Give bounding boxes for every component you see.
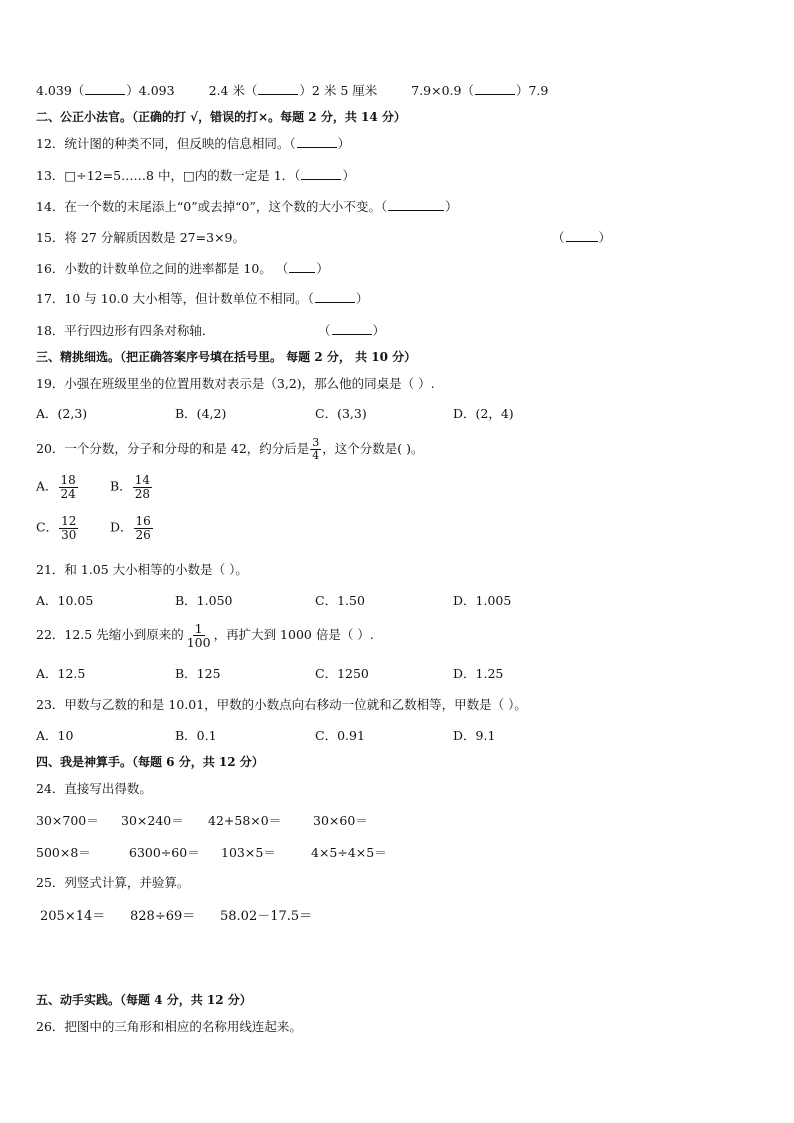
calc-item: 30×700＝	[36, 813, 99, 828]
fraction: $\frac{18}{24}$	[60, 473, 76, 501]
question-17: 17．10 与 10.0 大小相等，但计数单位不相同。（ ）	[36, 291, 369, 306]
question-15: 15．将 27 分解质因数是 27=3×9。	[36, 230, 245, 245]
q20-option-b[interactable]: B． $\frac{14}{28}$	[110, 473, 150, 501]
q23-option-c[interactable]: C．0.91	[315, 728, 365, 743]
compare-a-right: ）4.093	[126, 83, 175, 98]
fraction: $\frac{3}{4}$	[312, 436, 320, 462]
question-12: 12．统计图的种类不同，但反映的信息相同。（ ）	[36, 136, 351, 151]
fraction: $\frac{1}{100}$	[186, 620, 211, 650]
q22-option-c[interactable]: C．1250	[315, 666, 369, 681]
q21-option-a[interactable]: A．10.05	[36, 593, 94, 608]
answer-blank[interactable]	[566, 229, 598, 242]
section-heading-3: 三、精挑细选。（把正确答案序号填在括号里。 每题 2 分， 共 10 分）	[36, 350, 417, 364]
vertical-calc-item: 205×14＝	[40, 909, 106, 924]
fraction: $\frac{16}{26}$	[135, 514, 151, 542]
answer-blank[interactable]	[258, 82, 298, 95]
question-14: 14．在一个数的末尾添上“0”或去掉“0”，这个数的大小不变。（ ）	[36, 199, 458, 214]
q19-option-c[interactable]: C．(3,3)	[315, 406, 367, 421]
q23-option-d[interactable]: D．9.1	[453, 728, 496, 743]
question-18-paren: （ ）	[318, 323, 386, 338]
fraction: $\frac{14}{28}$	[134, 473, 150, 501]
answer-blank[interactable]	[475, 82, 515, 95]
compare-row	[36, 82, 548, 100]
q20-option-c[interactable]: C． $\frac{12}{30}$	[36, 514, 77, 542]
question-16: 16．小数的计数单位之间的进率都是 10。 （ ）	[36, 261, 329, 276]
question-21: 21．和 1.05 大小相等的小数是（ ）。	[36, 562, 248, 577]
compare-b-left: 2.4 米（	[208, 83, 258, 98]
q22-option-b[interactable]: B．125	[175, 666, 221, 681]
section-heading-4: 四、我是神算手。（每题 6 分，共 12 分）	[36, 755, 264, 769]
question-22: 22．12.5 先缩小到原来的 $\frac{1}{100}$ ，再扩大到 1000 倍是（ ）.	[36, 620, 374, 650]
question-13: 13．□÷12=5……8 中，□内的数一定是 1．（ ）	[36, 168, 355, 183]
q22-option-a[interactable]: A．12.5	[36, 666, 86, 681]
q21-option-b[interactable]: B．1.050	[175, 593, 233, 608]
calc-item: 42+58×0＝	[208, 813, 282, 828]
question-26: 26．把图中的三角形和相应的名称用线连起来。	[36, 1019, 302, 1034]
answer-blank[interactable]	[388, 198, 444, 211]
q19-option-a[interactable]: A．(2,3)	[36, 406, 88, 421]
answer-blank[interactable]	[315, 290, 355, 303]
fraction: $\frac{12}{30}$	[61, 514, 77, 542]
answer-blank[interactable]	[85, 82, 125, 95]
section-heading-5: 五、动手实践。（每题 4 分，共 12 分）	[36, 993, 252, 1007]
q21-option-c[interactable]: C．1.50	[315, 593, 365, 608]
calc-item: 30×240＝	[121, 813, 184, 828]
q20-option-a[interactable]: A． $\frac{18}{24}$	[36, 473, 76, 501]
question-23: 23．甲数与乙数的和是 10.01，甲数的小数点向右移动一位就和乙数相等，甲数是（ ）。	[36, 697, 527, 712]
calc-item: 6300÷60＝	[129, 845, 200, 860]
vertical-calc-item: 58.02－17.5＝	[220, 909, 313, 924]
vertical-calc-item: 828÷69＝	[130, 909, 196, 924]
calc-item: 500×8＝	[36, 845, 91, 860]
answer-blank[interactable]	[289, 260, 315, 273]
compare-c-left: 7.9×0.9（	[411, 83, 474, 98]
question-15-paren: （ ）	[552, 230, 612, 245]
answer-blank[interactable]	[332, 322, 372, 335]
q23-option-a[interactable]: A．10	[36, 728, 74, 743]
answer-blank[interactable]	[297, 135, 337, 148]
compare-c-right: ）7.9	[515, 83, 549, 98]
q22-option-d[interactable]: D．1.25	[453, 666, 504, 681]
answer-blank[interactable]	[301, 167, 341, 180]
question-20: 20．一个分数，分子和分母的和是 42，约分后是 $\frac{3}{4}$ ，这个分数是( )。	[36, 436, 424, 462]
calc-item: 30×60＝	[313, 813, 368, 828]
q23-option-b[interactable]: B．0.1	[175, 728, 217, 743]
q19-option-b[interactable]: B．(4,2)	[175, 406, 227, 421]
calc-item: 103×5＝	[221, 845, 276, 860]
section-heading-2: 二、公正小法官。（正确的打 √，错误的打×。每题 2 分，共 14 分）	[36, 110, 406, 124]
question-18: 18．平行四边形有四条对称轴．	[36, 323, 215, 338]
compare-a-left: 4.039（	[36, 83, 85, 98]
question-24: 24．直接写出得数。	[36, 781, 152, 796]
question-25: 25．列竖式计算，并验算。	[36, 875, 190, 890]
calc-item: 4×5÷4×5＝	[311, 845, 387, 860]
q21-option-d[interactable]: D．1.005	[453, 593, 512, 608]
q20-option-d[interactable]: D． $\frac{16}{26}$	[110, 514, 151, 542]
q19-option-d[interactable]: D．(2，4)	[453, 406, 514, 421]
compare-b-right: ）2 米 5 厘米	[299, 83, 378, 98]
question-19: 19．小强在班级里坐的位置用数对表示是（3,2)，那么他的同桌是（ ）.	[36, 376, 435, 391]
